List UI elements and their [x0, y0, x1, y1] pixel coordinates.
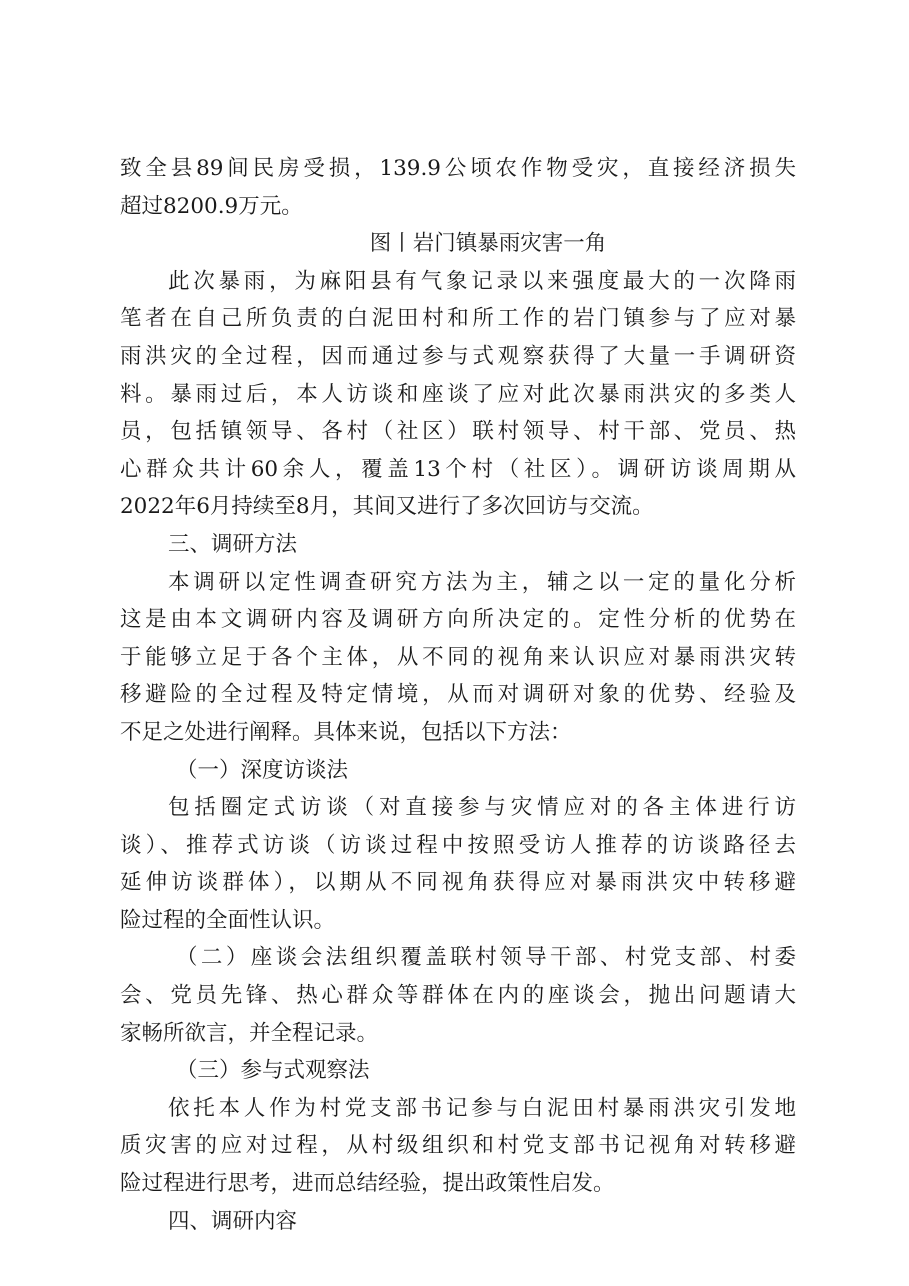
figure-caption: 图丨岩门镇暴雨灾害一角 [369, 231, 607, 257]
paragraph-line: 延伸访谈群体），以期从不同视角获得应对暴雨洪灾中转移避 [120, 870, 796, 896]
paragraph-line: 依托本人作为村党支部书记参与白泥田村暴雨洪灾引发地 [168, 1095, 796, 1121]
paragraph-line: （二）座谈会法组织覆盖联村领导干部、村党支部、村委 [176, 945, 796, 971]
subsection-heading: （三）参与式观察法 [176, 1058, 370, 1084]
subsection-heading: （一）深度访谈法 [176, 757, 349, 783]
paragraph-line: 谈）、推荐式访谈（访谈过程中按照受访人推荐的访谈路径去 [120, 832, 796, 858]
paragraph-line: 于能够立足于各个主体，从不同的视角来认识应对暴雨洪灾转 [120, 644, 796, 670]
document-body [120, 150, 796, 1240]
paragraph-line: 笔者在自己所负责的白泥田村和所工作的岩门镇参与了应对暴 [120, 306, 796, 332]
paragraph-line: 质灾害的应对过程，从村级组织和村党支部书记视角对转移避 [120, 1133, 796, 1159]
paragraph-line: 险过程进行思考，进而总结经验，提出政策性启发。 [120, 1171, 615, 1197]
paragraph-line: 不足之处进行阐释。具体来说，包括以下方法： [120, 719, 572, 745]
paragraph-line: 险过程的全面性认识。 [120, 907, 336, 933]
paragraph-line: 会、党员先锋、热心群众等群体在内的座谈会，抛出问题请大 [120, 983, 796, 1009]
paragraph-line: 超过8200.9万元。 [120, 193, 303, 219]
section-heading: 三、调研方法 [168, 531, 298, 557]
paragraph-line: 2022年6月持续至8月，其间又进行了多次回访与交流。 [120, 494, 654, 520]
section-heading: 四、调研内容 [168, 1208, 298, 1234]
paragraph-line: 料。暴雨过后，本人访谈和座谈了应对此次暴雨洪灾的多类人 [120, 381, 796, 407]
paragraph-line: 这是由本文调研内容及调研方向所决定的。定性分析的优势在 [120, 607, 796, 633]
paragraph-line: 心群众共计60余人，覆盖13个村（社区）。调研访谈周期从 [120, 456, 796, 482]
paragraph-line: 此次暴雨，为麻阳县有气象记录以来强度最大的一次降雨 [168, 268, 796, 294]
paragraph-line: 本调研以定性调查研究方法为主，辅之以一定的量化分析 [168, 569, 796, 595]
paragraph-line: 致全县89间民房受损，139.9公顷农作物受灾，直接经济损失 [120, 156, 796, 181]
paragraph-line: 家畅所欲言，并全程记录。 [120, 1020, 379, 1046]
paragraph-line: 包括圈定式访谈（对直接参与灾情应对的各主体进行访 [168, 795, 796, 821]
paragraph-line: 员，包括镇领导、各村（社区）联村领导、村干部、党员、热 [120, 419, 796, 445]
paragraph-line: 移避险的全过程及特定情境，从而对调研对象的优势、经验及 [120, 682, 796, 708]
paragraph-line: 雨洪灾的全过程，因而通过参与式观察获得了大量一手调研资 [120, 343, 796, 369]
